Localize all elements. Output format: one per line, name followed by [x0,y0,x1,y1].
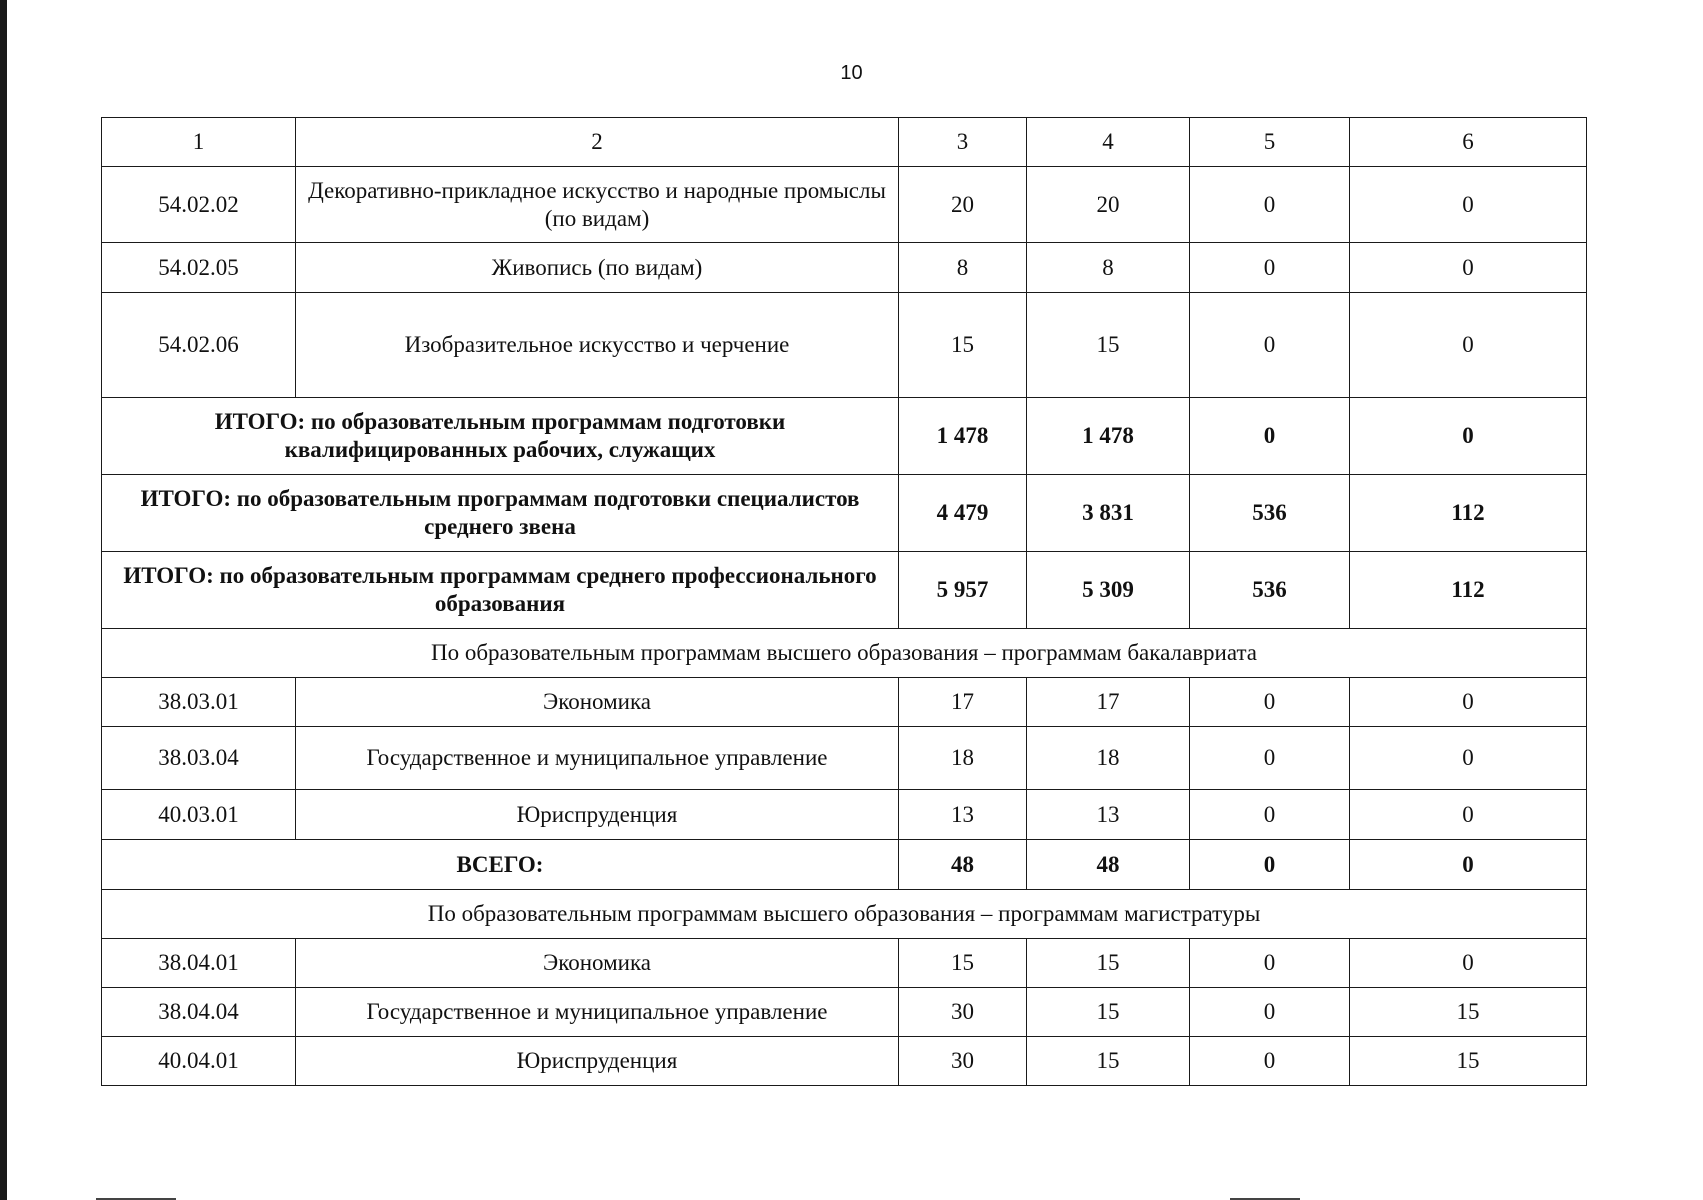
program-code: 38.04.01 [102,939,296,988]
program-code: 40.04.01 [102,1037,296,1086]
column-number: 2 [296,118,899,167]
value-cell: 30 [899,988,1027,1037]
value-cell: 0 [1350,939,1587,988]
program-code: 38.04.04 [102,988,296,1037]
enrollment-table [101,117,1587,1086]
value-cell: 20 [899,167,1027,243]
section-heading: По образовательным программам высшего образования – программам бакалавриата [102,629,1587,678]
program-name: Государственное и муниципальное управление [296,727,899,790]
value-cell: 18 [1027,727,1190,790]
value-cell: 0 [1190,988,1350,1037]
program-name: Экономика [296,939,899,988]
table-row [102,293,1587,398]
value-cell: 0 [1190,939,1350,988]
scan-edge [0,0,7,1200]
program-name: Юриспруденция [296,790,899,840]
total-value: 0 [1190,398,1350,475]
value-cell: 13 [1027,790,1190,840]
table-row [102,988,1587,1037]
total-value: 112 [1350,475,1587,552]
value-cell: 0 [1190,790,1350,840]
value-cell: 0 [1350,293,1587,398]
program-name: Юриспруденция [296,1037,899,1086]
value-cell: 0 [1350,243,1587,293]
table-row [102,167,1587,243]
total-value: 48 [1027,840,1190,890]
value-cell: 0 [1350,790,1587,840]
total-value: 0 [1350,398,1587,475]
total-label: ИТОГО: по образовательным программам подготовки квалифицированных рабочих, служащих [102,398,899,475]
table-row [102,1037,1587,1086]
total-value: 0 [1350,840,1587,890]
table-row [102,243,1587,293]
table-row [102,727,1587,790]
value-cell: 0 [1350,727,1587,790]
total-label: ВСЕГО: [102,840,899,890]
total-value: 4 479 [899,475,1027,552]
value-cell: 30 [899,1037,1027,1086]
value-cell: 0 [1190,1037,1350,1086]
value-cell: 15 [899,293,1027,398]
total-row [102,475,1587,552]
program-code: 54.02.02 [102,167,296,243]
value-cell: 8 [1027,243,1190,293]
value-cell: 15 [1027,939,1190,988]
value-cell: 15 [1027,988,1190,1037]
value-cell: 20 [1027,167,1190,243]
value-cell: 0 [1350,167,1587,243]
value-cell: 15 [1350,1037,1587,1086]
program-name: Государственное и муниципальное управление [296,988,899,1037]
program-name: Изобразительное искусство и черчение [296,293,899,398]
value-cell: 15 [1027,293,1190,398]
value-cell: 0 [1190,727,1350,790]
total-value: 1 478 [899,398,1027,475]
total-value: 5 309 [1027,552,1190,629]
column-number-row [102,118,1587,167]
program-name: Живопись (по видам) [296,243,899,293]
total-value: 3 831 [1027,475,1190,552]
table-row [102,790,1587,840]
value-cell: 0 [1190,167,1350,243]
value-cell: 8 [899,243,1027,293]
table-row [102,939,1587,988]
total-label: ИТОГО: по образовательным программам среднего профессионального образования [102,552,899,629]
column-number: 4 [1027,118,1190,167]
total-value: 48 [899,840,1027,890]
program-code: 40.03.01 [102,790,296,840]
total-value: 5 957 [899,552,1027,629]
total-label: ИТОГО: по образовательным программам подготовки специалистов среднего звена [102,475,899,552]
program-name: Декоративно-прикладное искусство и народные промыслы (по видам) [296,167,899,243]
table-row [102,678,1587,727]
total-value: 536 [1190,475,1350,552]
value-cell: 0 [1190,293,1350,398]
value-cell: 17 [1027,678,1190,727]
value-cell: 0 [1350,678,1587,727]
column-number: 6 [1350,118,1587,167]
total-value: 0 [1190,840,1350,890]
program-code: 38.03.01 [102,678,296,727]
value-cell: 0 [1190,243,1350,293]
value-cell: 0 [1190,678,1350,727]
program-code: 38.03.04 [102,727,296,790]
total-value: 1 478 [1027,398,1190,475]
value-cell: 17 [899,678,1027,727]
column-number: 3 [899,118,1027,167]
value-cell: 18 [899,727,1027,790]
program-code: 54.02.06 [102,293,296,398]
column-number: 5 [1190,118,1350,167]
column-number: 1 [102,118,296,167]
total-value: 112 [1350,552,1587,629]
section-row [102,629,1587,678]
total-row [102,840,1587,890]
page-number: 10 [840,62,863,84]
value-cell: 15 [1027,1037,1190,1086]
program-name: Экономика [296,678,899,727]
value-cell: 15 [1350,988,1587,1037]
total-value: 536 [1190,552,1350,629]
program-code: 54.02.05 [102,243,296,293]
total-row [102,552,1587,629]
section-row [102,890,1587,939]
section-heading: По образовательным программам высшего образования – программам магистратуры [102,890,1587,939]
total-row [102,398,1587,475]
value-cell: 13 [899,790,1027,840]
value-cell: 15 [899,939,1027,988]
